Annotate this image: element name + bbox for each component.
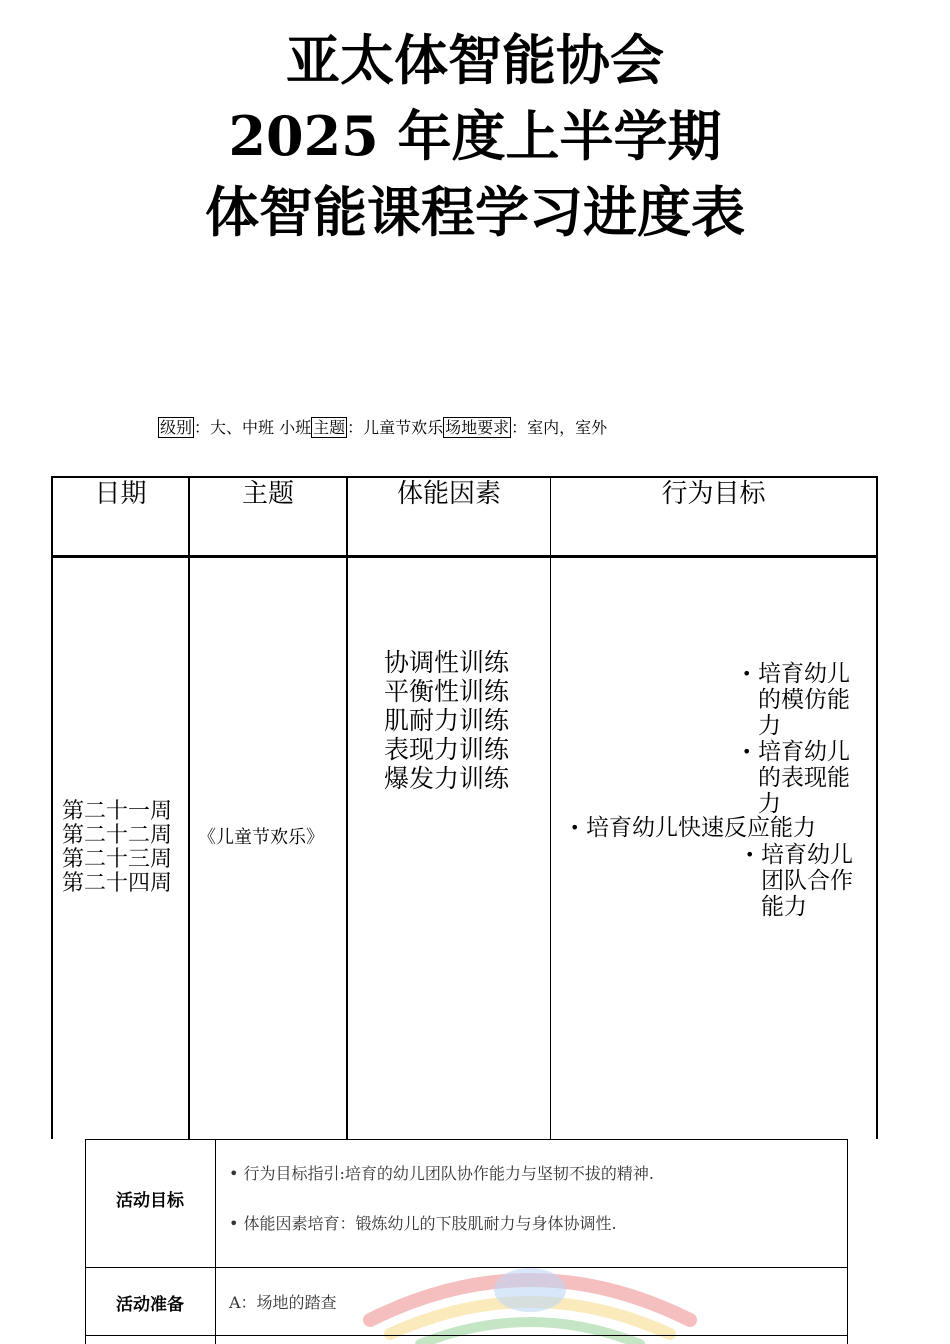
week-item: 第二十四周: [62, 871, 173, 896]
activity-row-divider: [85, 1267, 848, 1268]
venue-label: 场地要求: [445, 418, 510, 437]
week-item: 第二十三周: [62, 847, 173, 872]
theme-cell: 《儿童节欢乐》: [198, 827, 324, 848]
factor-item: 平衡性训练: [384, 677, 510, 706]
goal-text: 培育幼儿快速反应能力: [586, 815, 816, 841]
factor-item: 表现力训练: [384, 735, 510, 764]
activity-col-divider: [215, 1139, 216, 1344]
factor-item: 肌耐力训练: [384, 706, 510, 735]
document-title-line2: 2025 年度上半学期: [228, 104, 722, 168]
goal-text: 培育幼儿的表现能力: [758, 739, 850, 817]
week-item: 第二十一周: [62, 799, 173, 824]
col-divider-2: [346, 476, 348, 1139]
course-meta: [158, 416, 607, 440]
activity-border-right: [847, 1139, 848, 1344]
bullet-icon: •: [570, 818, 580, 837]
document-title-line3: 体智能课程学习进度表: [205, 180, 745, 244]
bullet-icon: •: [745, 845, 755, 864]
activity-border-bottom: [85, 1335, 848, 1336]
goal-item: [745, 842, 871, 920]
activity-prep-text: A：场地的踏查: [229, 1293, 337, 1312]
factor-item: 协调性训练: [384, 648, 510, 677]
goal-item: [742, 661, 868, 739]
theme-label: 主题: [313, 418, 346, 437]
activity-prep-label: 活动准备: [116, 1295, 184, 1315]
activity-goal-item: • 体能因素培育：锻炼幼儿的下肢肌耐力与身体协调性.: [229, 1214, 617, 1233]
activity-goal-label: 活动目标: [116, 1191, 184, 1211]
goal-text: 培育幼儿的模仿能力: [758, 661, 850, 739]
theme-value: ：儿童节欢乐: [347, 418, 444, 437]
header-goals: 行为目标: [661, 479, 766, 509]
activity-goal-item: • 行为目标指引:培育的幼儿团队协作能力与坚韧不拔的精神.: [229, 1164, 655, 1183]
activity-table: [85, 1139, 848, 1344]
progress-table: [51, 476, 878, 1139]
fitness-factors: [384, 648, 509, 793]
goal-item: [742, 739, 868, 817]
week-list: [62, 800, 172, 896]
header-date: 日期: [94, 479, 147, 509]
week-item: 第二十二周: [62, 823, 173, 848]
header-theme: 主题: [241, 479, 294, 509]
table-border-left: [51, 476, 53, 1139]
bullet-icon: •: [742, 664, 752, 683]
level-label: 级别: [160, 418, 193, 437]
factor-item: 爆发力训练: [384, 764, 510, 793]
level-value: ：大、中班 小班: [194, 418, 312, 437]
activity-border-top: [85, 1139, 848, 1140]
header-divider: [51, 555, 878, 558]
bullet-icon: •: [742, 742, 752, 761]
header-factors: 体能因素: [396, 479, 501, 509]
venue-value: ：室内，室外: [511, 418, 608, 437]
col-divider-3: [550, 476, 551, 1139]
table-border-right: [876, 476, 878, 1139]
col-divider-1: [188, 476, 190, 1139]
goal-item: [570, 815, 816, 841]
document-title-line1: 亚太体智能协会: [286, 28, 664, 92]
goal-text: 培育幼儿团队合作能力: [761, 842, 853, 920]
